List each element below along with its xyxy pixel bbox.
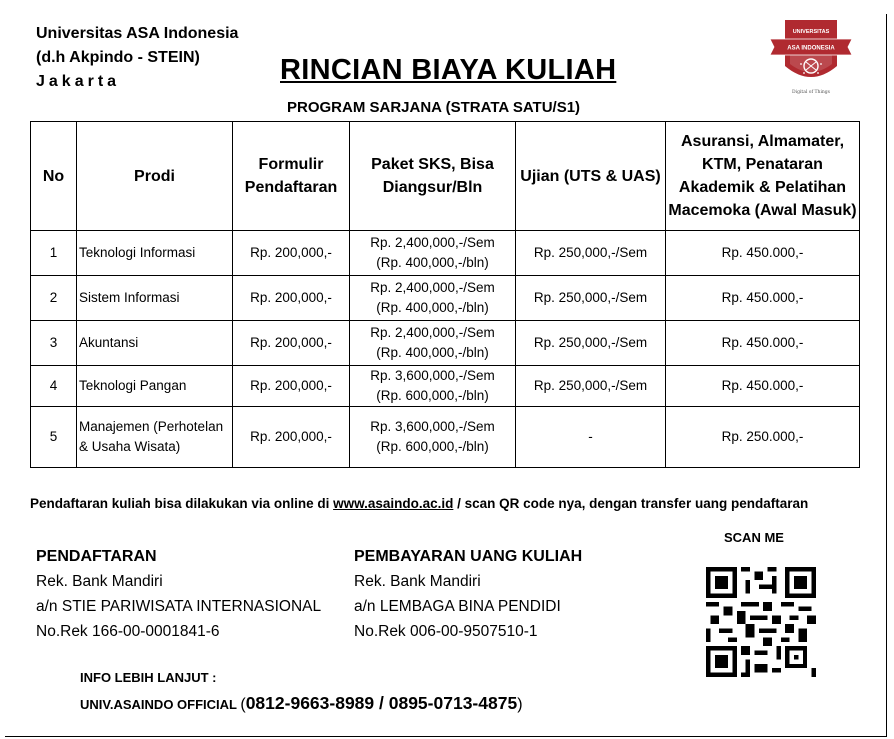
website-link[interactable]: www.asaindo.ac.id [333, 496, 454, 511]
tuition-heading: PEMBAYARAN UANG KULIAH [354, 548, 583, 565]
cell-sks-sem: Rp. 2,400,000,-/Sem [370, 325, 495, 340]
university-city: Jakarta [36, 73, 121, 90]
tuition-bank: Rek. Bank Mandiri [354, 573, 481, 590]
table-row [31, 321, 860, 366]
cell-prodi: Teknologi Pangan [77, 366, 233, 407]
cell-sks-sem: Rp. 2,400,000,-/Sem [370, 235, 495, 250]
table-row [31, 231, 860, 276]
note-text-before: Pendaftaran kuliah bisa dilakukan via online di [30, 496, 334, 511]
cell-sks-bln: (Rp. 400,000,-/bln) [376, 300, 489, 315]
tuition-account-name: a/n LEMBAGA BINA PENDIDI [354, 598, 561, 615]
university-logo-icon [768, 14, 854, 96]
cell-formulir: Rp. 200,000,- [233, 276, 350, 321]
scan-me-label: SCAN ME [724, 530, 784, 545]
contact-open-paren: ( [240, 696, 246, 713]
cell-sks-sem: Rp. 2,400,000,-/Sem [370, 280, 495, 295]
contact-line [80, 693, 523, 714]
cell-ujian: Rp. 250,000,-/Sem [516, 231, 666, 276]
logo-text-top: UNIVERSITAS [792, 29, 830, 35]
column-header-asuransi [666, 122, 860, 231]
frame-bottom-border [5, 736, 887, 737]
table-header-row [31, 122, 860, 231]
column-header-formulir: Formulir Pendaftaran [233, 122, 350, 231]
cell-prodi: Manajemen (Perhotelan & Usaha Wisata) [77, 407, 233, 468]
registration-bank-info [36, 544, 321, 644]
cell-asuransi: Rp. 450.000,- [666, 366, 860, 407]
more-info-label: INFO LEBIH LANJUT : [80, 670, 217, 685]
tuition-bank-info [354, 544, 582, 644]
frame-right-border [886, 14, 887, 737]
cell-no: 1 [31, 231, 77, 276]
cell-sks-bln: (Rp. 400,000,-/bln) [376, 255, 489, 270]
cell-no: 4 [31, 366, 77, 407]
cell-paket-sks [350, 366, 516, 407]
cell-asuransi: Rp. 450.000,- [666, 276, 860, 321]
cell-sks-sem: Rp. 3,600,000,-/Sem [370, 368, 495, 383]
cell-asuransi: Rp. 250.000,- [666, 407, 860, 468]
cell-prodi: Sistem Informasi [77, 276, 233, 321]
contact-close-paren: ) [517, 696, 523, 713]
fee-table [30, 121, 860, 468]
registration-bank: Rek. Bank Mandiri [36, 573, 163, 590]
university-name: Universitas ASA Indonesia [36, 25, 239, 42]
cell-sks-bln: (Rp. 400,000,-/bln) [376, 345, 489, 360]
column-header-no: No [31, 122, 77, 231]
cell-ujian: - [516, 407, 666, 468]
page-subtitle: PROGRAM SARJANA (STRATA SATU/S1) [287, 99, 581, 116]
cell-paket-sks [350, 231, 516, 276]
note-text-after: / scan QR code nya, dengan transfer uang pendaftaran [453, 496, 809, 511]
column-header-prodi: Prodi [77, 122, 233, 231]
column-header-ujian: Ujian (UTS & UAS) [516, 122, 666, 231]
table-row [31, 276, 860, 321]
university-former-name: (d.h Akpindo - STEIN) [36, 49, 200, 66]
logo-tagline: Digital of Things [792, 90, 830, 95]
cell-prodi: Teknologi Informasi [77, 231, 233, 276]
cell-formulir: Rp. 200,000,- [233, 231, 350, 276]
cell-formulir: Rp. 200,000,- [233, 407, 350, 468]
cell-no: 2 [31, 276, 77, 321]
column-header-paket-sks: Paket SKS, Bisa Diangsur/Bln [350, 122, 516, 231]
registration-account-name: a/n STIE PARIWISATA INTERNASIONAL [36, 598, 322, 615]
table-row [31, 407, 860, 468]
page-title: RINCIAN BIAYA KULIAH [280, 54, 617, 86]
cell-paket-sks [350, 407, 516, 468]
cell-sks-bln: (Rp. 600,000,-/bln) [376, 439, 489, 454]
cell-formulir: Rp. 200,000,- [233, 321, 350, 366]
tuition-account-number: No.Rek 006-00-9507510-1 [354, 623, 538, 640]
contact-phones[interactable]: 0812-9663-8989 / 0895-0713-4875 [245, 693, 518, 713]
cell-formulir: Rp. 200,000,- [233, 366, 350, 407]
logo-text-band: ASA INDONESIA [787, 45, 835, 52]
registration-account-number: No.Rek 166-00-0001841-6 [36, 623, 220, 640]
cell-ujian: Rp. 250,000,-/Sem [516, 276, 666, 321]
table-row [31, 366, 860, 407]
registration-heading: PENDAFTARAN [36, 548, 157, 565]
registration-note [30, 496, 808, 511]
cell-paket-sks [350, 276, 516, 321]
qr-code-icon[interactable] [706, 567, 816, 677]
contact-name: UNIV.ASAINDO OFFICIAL [80, 697, 237, 712]
cell-no: 3 [31, 321, 77, 366]
cell-asuransi: Rp. 450.000,- [666, 231, 860, 276]
cell-ujian: Rp. 250,000,-/Sem [516, 321, 666, 366]
cell-sks-sem: Rp. 3,600,000,-/Sem [370, 419, 495, 434]
cell-ujian: Rp. 250,000,-/Sem [516, 366, 666, 407]
column-header-asuransi-text: Asuransi, Almamater, KTM, Penataran Akademik & Pelatihan Macemoka (Awal Masuk) [668, 133, 857, 219]
cell-sks-bln: (Rp. 600,000,-/bln) [376, 388, 489, 403]
cell-asuransi: Rp. 450.000,- [666, 321, 860, 366]
cell-prodi: Akuntansi [77, 321, 233, 366]
cell-no: 5 [31, 407, 77, 468]
university-block [36, 22, 238, 94]
cell-paket-sks [350, 321, 516, 366]
